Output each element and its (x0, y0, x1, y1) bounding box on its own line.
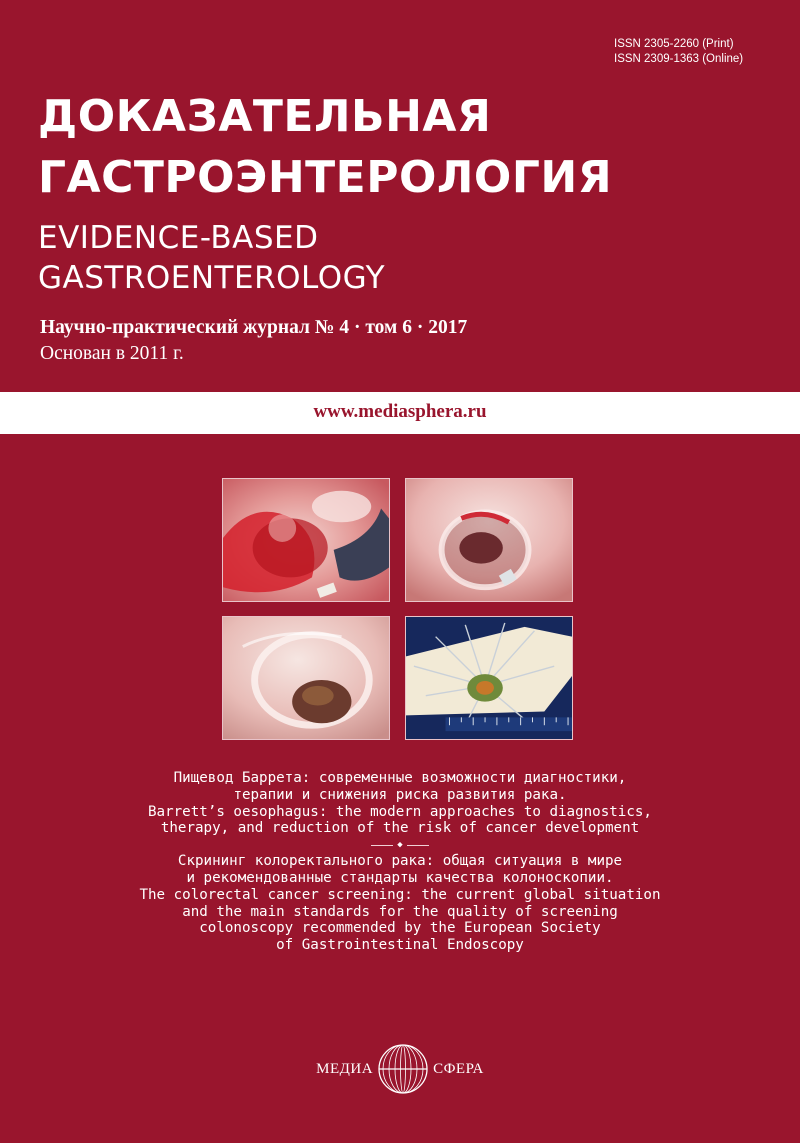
sphere-icon (377, 1043, 429, 1095)
endoscopy-bleeding-photo (222, 478, 390, 602)
headline-line: и рекомендованные стандарты качества колоноскопии. (186, 869, 614, 886)
website-link[interactable]: www.mediasphera.ru (313, 401, 487, 422)
issue-subtitle: Научно-практический журнал № 4 · том 6 · 2017 (40, 317, 468, 338)
journal-title-en (38, 218, 385, 298)
publisher-name-right: СФЕРА (433, 1060, 484, 1077)
endoscopy-lesion-photo (222, 616, 390, 740)
headline-line: therapy, and reduction of the risk of cancer development (160, 820, 640, 837)
headline-line: of Gastrointestinal Endoscopy (276, 937, 524, 954)
headline-line: терапии и снижения риска развития рака. (233, 786, 567, 803)
founded-note: Основан в 2011 г. (40, 343, 184, 364)
headline-divider (0, 837, 800, 853)
headline-line: colonoscopy recommended by the European Society (199, 920, 601, 937)
headline-barretts (0, 770, 800, 837)
headline-line: Пищевод Баррета: современные возможности диагностики, (173, 770, 627, 786)
headline-line: and the main standards for the quality of screening (182, 903, 618, 920)
title-en-line2: GASTROENTEROLOGY (38, 260, 386, 296)
publisher-name-left: МЕДИА (316, 1060, 374, 1077)
headline-line: Скрининг колоректального рака: общая ситуация в мире (177, 853, 623, 870)
publisher-logo (310, 1040, 490, 1098)
title-en-line1: EVIDENCE-BASED (38, 220, 319, 256)
headline-line: Barrett’s oesophagus: the modern approaches to diagnostics, (148, 803, 652, 820)
headline-colorectal (0, 853, 800, 954)
website-band (0, 392, 800, 434)
endoscopy-cap-photo (405, 478, 573, 602)
issn-online: ISSN 2309-1363 (Online) (614, 53, 744, 65)
journal-title-ru (38, 86, 612, 208)
issn-print: ISSN 2305-2260 (Print) (614, 38, 734, 50)
ornament-icon: ◆ (397, 839, 403, 850)
headline-line: The colorectal cancer screening: the current global situation (139, 886, 661, 903)
title-ru-line1: ДОКАЗАТЕЛЬНАЯ (38, 91, 492, 142)
cover-headlines (0, 770, 800, 954)
resected-specimen-photo (405, 616, 573, 740)
issn-block (614, 37, 743, 67)
title-ru-line2: ГАСТРОЭНТЕРОЛОГИЯ (38, 152, 613, 203)
